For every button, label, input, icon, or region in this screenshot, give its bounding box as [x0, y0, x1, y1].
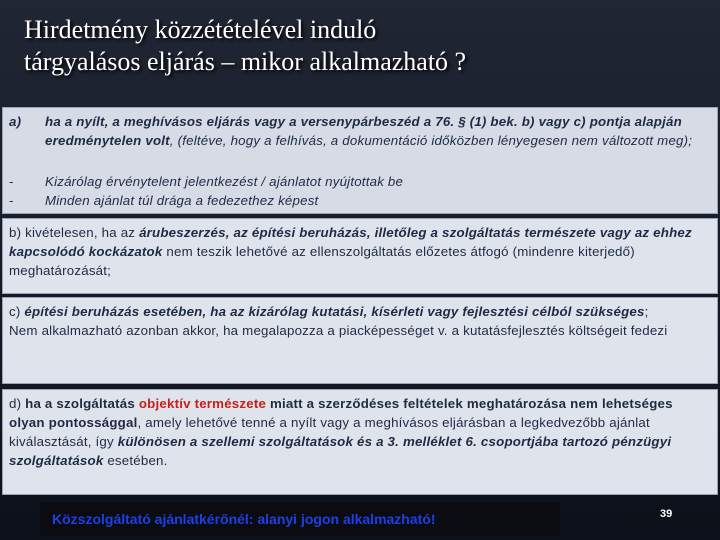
slide-title-line-2: tárgyalásos eljárás – mikor alkalmazható ?: [24, 47, 467, 76]
section-b-text-3: nem teszik lehetővé az ellenszolgáltatás előzetes átfogó (mindenre kiterjedő) meghatározását;: [9, 244, 635, 278]
slide-title: [24, 14, 704, 78]
section-c-text-4: Nem alkalmazható azonban akkor, ha megalapozza a piacképességet v. a kutatásfejlesztés költségeit fedezi: [9, 323, 668, 338]
section-a-box: [2, 107, 718, 214]
section-d-text-1: d): [9, 396, 26, 411]
section-d-text-6: különösen a szellemi szolgáltatások és a 3. melléklet 6. csoportjába tartozó pénzügyi szolgáltatások: [9, 434, 672, 468]
section-a-main-text: [45, 112, 711, 150]
section-a-main-rest: , (feltéve, hogy a felhívás, a dokumentáció időközben lényegesen nem változott meg);: [169, 133, 693, 148]
section-a-marker: a): [9, 114, 22, 129]
section-b-text-2: árubeszerzés, az építési beruházás, illetőleg a szolgáltatás természete vagy az ehhez kapcsolódó kockázatok: [9, 225, 692, 259]
section-c-text-2: építési beruházás esetében, ha az kizárólag kutatási, kísérleti vagy fejlesztési célból szükséges: [24, 304, 645, 319]
section-d-text-4: miatt a szerződéses feltételek meghatározása nem lehetséges olyan pontossággal: [9, 396, 673, 430]
section-d-text-5: , amely lehetővé tenné a nyílt vagy a meghívásos eljárásban a legkedvezőbb ajánlat kiválasztását, így: [9, 415, 650, 449]
section-b-text: [9, 223, 709, 280]
section-b-box: [2, 218, 718, 294]
section-c-box: [2, 297, 718, 384]
section-a-bullet-1: Kizárólag érvénytelent jelentkezést / ajánlatot nyújtottak be: [45, 174, 404, 189]
section-d-text-2: ha a szolgáltatás: [25, 396, 139, 411]
section-a-bullet-2-marker: -: [9, 193, 14, 208]
footer-text: Közszolgáltató ajánlatkérőnél: alanyi jogon alkalmazható!: [52, 511, 436, 527]
section-c-text-3: ;: [644, 304, 649, 319]
section-d-text: [9, 394, 709, 470]
section-d-box: [2, 389, 718, 495]
section-d-text-7: esetében.: [103, 453, 168, 468]
section-a-bullet-1-marker: -: [9, 174, 14, 189]
page-number: 39: [660, 508, 673, 520]
section-a-bullet-2: Minden ajánlat túl drága a fedezethez képest: [45, 193, 319, 208]
section-d-highlight-red: objektív természete: [138, 396, 267, 411]
section-a-main-bold: ha a nyílt, a meghívásos eljárás vagy a versenypárbeszéd a 76. § (1) bek. b) vagy c) pontja alapján eredménytelen volt: [45, 114, 682, 148]
footer-bar: [40, 502, 560, 536]
section-b-text-1: b) kivételesen, ha az: [9, 225, 140, 240]
section-c-text-1: c): [9, 304, 25, 319]
section-c-text: [9, 302, 709, 340]
slide-title-line-1: Hirdetmény közzétételével induló: [24, 15, 377, 44]
